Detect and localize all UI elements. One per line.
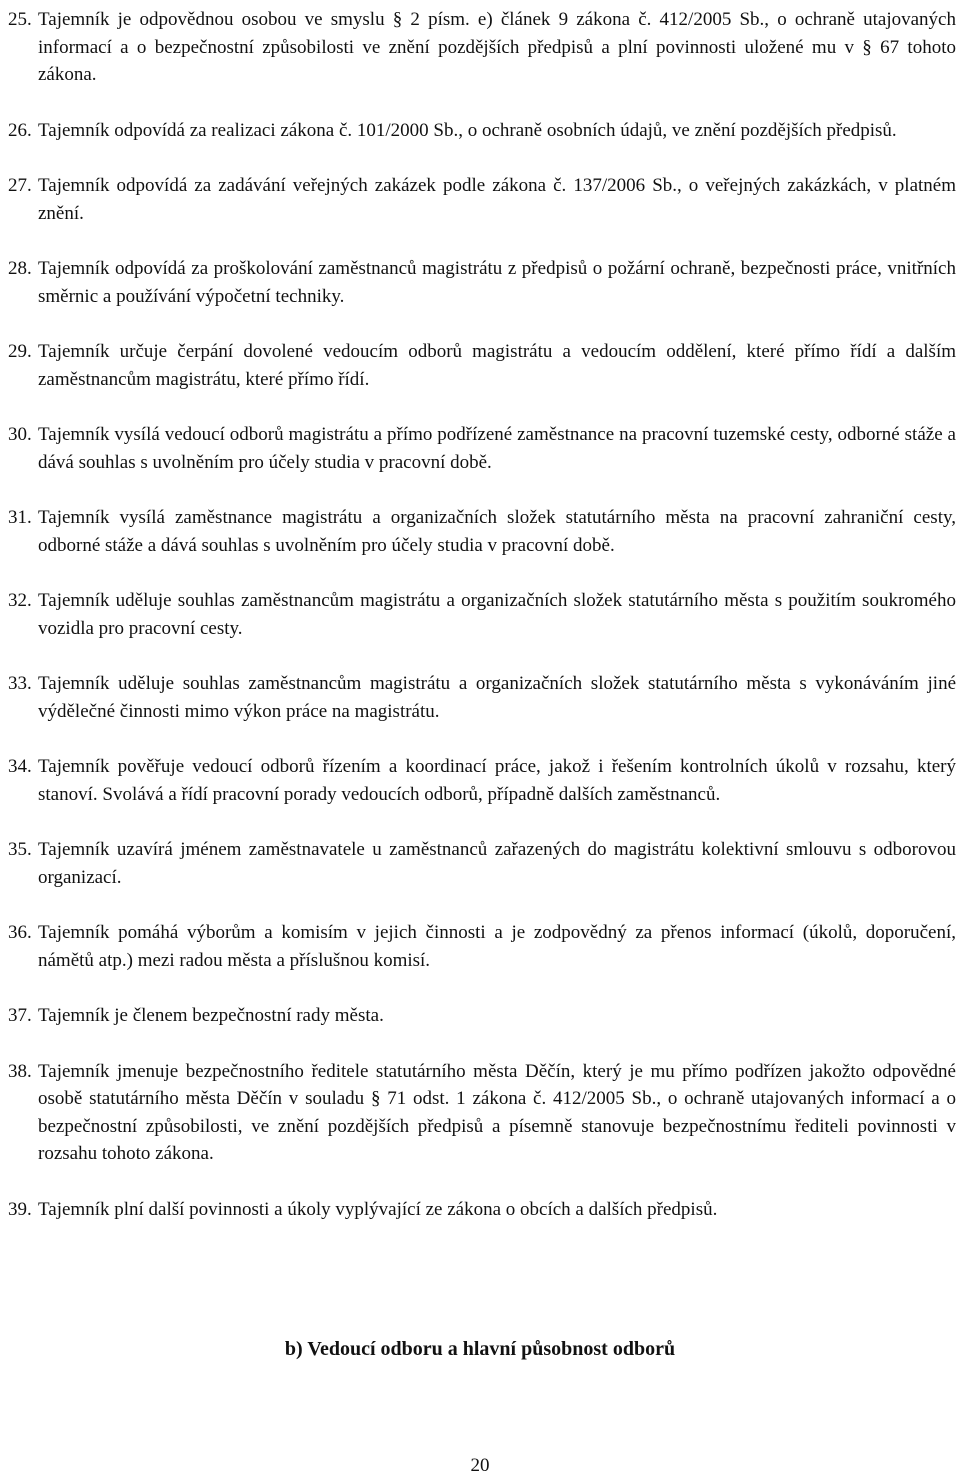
paragraph-text: Tajemník odpovídá za realizaci zákona č. 101/2000 Sb., o ochraně osobních údajů, ve znění pozdějších předpisů. [38,119,897,141]
paragraph-28 [8,255,956,310]
paragraph-text: Tajemník plní další povinnosti a úkoly vyplývající ze zákona o obcích a dalších předpisů. [38,1198,718,1220]
page-number: 20 [470,1455,490,1476]
paragraph-number: 25. [8,9,32,30]
paragraph-30 [8,421,956,476]
paragraph-39 [8,1196,956,1224]
paragraph-number: 33. [8,673,32,694]
paragraph-number: 34. [8,756,32,777]
document-body [8,6,956,1251]
paragraph-number: 29. [8,341,32,362]
paragraph-text: Tajemník odpovídá za proškolování zaměstnanců magistrátu z předpisů o požární ochraně, bezpečnosti práce, vnitřních směrnic a používání výpočetní techniky. [38,258,956,307]
paragraph-text: Tajemník určuje čerpání dovolené vedoucím odborů magistrátu a vedoucím oddělení, které přímo řídí a dalším zaměstnancům magistrátu, které přímo řídí. [38,341,956,390]
paragraph-number: 39. [8,1198,32,1220]
paragraph-number: 37. [8,1005,32,1026]
paragraph-36 [8,919,956,974]
paragraph-number: 28. [8,258,32,279]
paragraph-text: Tajemník je odpovědnou osobou ve smyslu § 2 písm. e) článek 9 zákona č. 412/2005 Sb., o ochraně utajovaných informací a o bezpečnostní způsobilosti ve znění pozdějších předpisů a plní povinnosti uložené mu v § 67 tohoto zákona. [38,9,956,85]
paragraph-34 [8,753,956,808]
paragraph-number: 38. [8,1060,32,1082]
paragraph-number: 36. [8,922,32,943]
paragraph-27 [8,172,956,227]
paragraph-31 [8,504,956,559]
paragraph-text: Tajemník pomáhá výborům a komisím v jejich činnosti a je zodpovědný za přenos informací (úkolů, doporučení, námětů atp.) mezi radou města a příslušnou komisí. [38,922,956,971]
paragraph-text: Tajemník uděluje souhlas zaměstnancům magistrátu a organizačních složek statutárního města s vykonáváním jiné výdělečné činnosti mimo výkon práce na magistrátu. [38,673,956,722]
paragraph-38 [8,1058,956,1168]
paragraph-29 [8,338,956,393]
section-heading: b) Vedoucí odboru a hlavní působnost odborů [284,1338,676,1360]
paragraph-text: Tajemník odpovídá za zadávání veřejných zakázek podle zákona č. 137/2006 Sb., o veřejných zakázkách, v platném znění. [38,175,956,224]
paragraph-32 [8,587,956,642]
paragraph-number: 31. [8,507,32,528]
paragraph-text: Tajemník jmenuje bezpečnostního ředitele statutárního města Děčín, který je mu přímo podřízen jakožto odpovědné osobě statutárního města Děčín v souladu § 71 odst. 1 zákona č. 412/2005 Sb., o ochraně utajovaných informací a o bezpečnostní způsobilosti, ve znění pozdějších předpisů a písemně stanovuje bezpečnostnímu řediteli povinnosti v rozsahu tohoto zákona. [38,1060,956,1164]
paragraph-number: 32. [8,590,32,611]
paragraph-text: Tajemník uzavírá jménem zaměstnavatele u zaměstnanců zařazených do magistrátu kolektivní smlouvu s odborovou organizací. [38,839,956,888]
paragraph-text: Tajemník vysílá vedoucí odborů magistrátu a přímo podřízené zaměstnance na pracovní tuzemské cesty, odborné stáže a dává souhlas s uvolněním pro účely studia v pracovní době. [38,424,956,473]
paragraph-number: 27. [8,175,32,196]
paragraph-25 [8,6,956,89]
paragraph-37 [8,1002,956,1030]
paragraph-26 [8,117,956,145]
paragraph-number: 35. [8,839,32,860]
paragraph-text: Tajemník pověřuje vedoucí odborů řízením a koordinací práce, jakož i řešením kontrolních úkolů v rozsahu, který stanoví. Svolává a řídí pracovní porady vedoucích odborů, případně dalších zaměstnanců. [38,756,956,805]
paragraph-number: 30. [8,424,32,445]
paragraph-35 [8,836,956,891]
paragraph-33 [8,670,956,725]
paragraph-text: Tajemník vysílá zaměstnance magistrátu a organizačních složek statutárního města na pracovní zahraniční cesty, odborné stáže a dává souhlas s uvolněním pro účely studia v pracovní době. [38,507,956,556]
paragraph-text: Tajemník je členem bezpečnostní rady města. [38,1005,384,1026]
paragraph-text: Tajemník uděluje souhlas zaměstnancům magistrátu a organizačních složek statutárního města s použitím soukromého vozidla pro pracovní cesty. [38,590,956,639]
paragraph-number: 26. [8,119,32,141]
